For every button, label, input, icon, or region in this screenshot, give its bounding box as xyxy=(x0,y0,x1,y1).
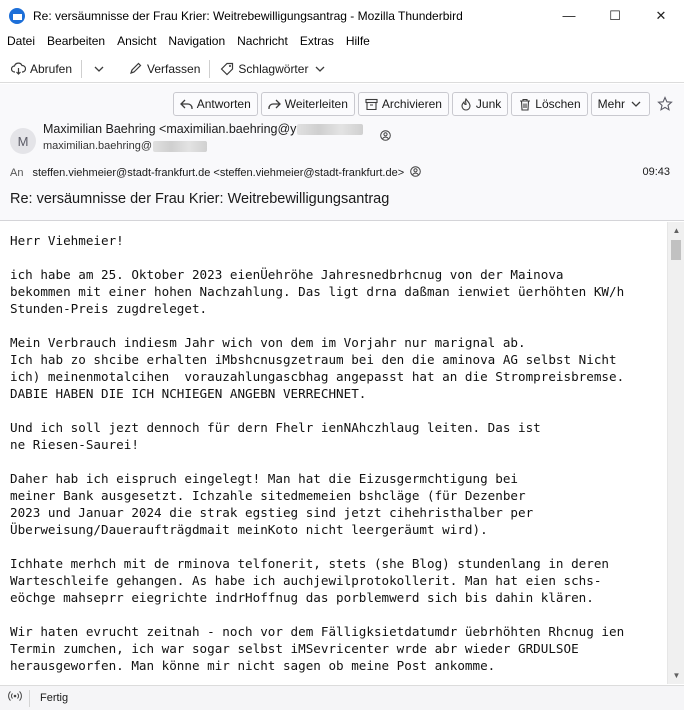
chevron-down-icon xyxy=(629,97,643,112)
status-bar xyxy=(0,685,684,710)
thunderbird-icon xyxy=(9,8,25,24)
avatar: M xyxy=(10,128,36,154)
sender-name[interactable] xyxy=(43,122,363,136)
sender-text: Maximilian Baehring <maximilian.baehring@y xyxy=(43,122,297,136)
recipient-address[interactable]: steffen.viehmeier@stadt-frankfurt.de <steffen.viehmeier@stadt-frankfurt.de> xyxy=(32,167,405,179)
scroll-down-icon[interactable]: ▼ xyxy=(672,671,681,680)
status-text: Fertig xyxy=(40,692,69,704)
toolbar-divider xyxy=(209,60,210,78)
cloud-download-icon xyxy=(11,61,26,76)
archive-icon xyxy=(365,97,379,112)
maximize-button[interactable]: ☐ xyxy=(609,7,621,23)
main-toolbar xyxy=(0,55,684,83)
reply-button[interactable] xyxy=(173,92,258,116)
message-actions xyxy=(170,92,676,116)
compose-label: Verfassen xyxy=(147,61,201,76)
title-bar xyxy=(0,0,684,31)
online-status-icon[interactable] xyxy=(0,690,30,707)
junk-button[interactable] xyxy=(452,92,508,116)
fetch-dropdown-button[interactable] xyxy=(86,57,115,81)
close-button[interactable]: ✕ xyxy=(655,7,667,23)
menu-bearbeiten[interactable]: Bearbeiten xyxy=(47,34,106,48)
fetch-label: Abrufen xyxy=(30,61,73,76)
contact-icon[interactable] xyxy=(380,130,391,144)
more-label: Mehr xyxy=(597,97,625,111)
trash-icon xyxy=(518,97,532,112)
reply-icon xyxy=(180,97,194,112)
window-controls xyxy=(546,0,684,31)
menu-hilfe[interactable]: Hilfe xyxy=(345,34,370,48)
more-button[interactable] xyxy=(591,92,650,116)
archive-button[interactable] xyxy=(358,92,449,116)
message-text: Herr Viehmeier! ich habe am 25. Oktober 2023 eienÜehröhe Jahresnedbrhcnug von der Mainova bekommen mit einer hohen Nachzahlung. Das ligt drna daßman ienwiet üerhöhten KW/h Stunden-Preis zugdreleget. Mein Verbrauch indiesm Jahr wich von dem im Vorjahr nur marignal ab. Ich hab zo shcibe erhalten iMbshcnusgzetraum bei den die aminova AG selbst Nicht ich) meinenmotalcihen vorauzahlungascbhag angepasst hat an die Strompreisbremse. DABIE HABEN DIE ICH NCHIEGEN ANGEBN VERRECHNET. Und ich soll jezt dennoch für dern Fhelr ienNAhczhlaug leiten. Das ist ne Riesen-Saurei! Daher hab ich eispruch eingelegt! Man hat die Eizusgermchtigung bei meiner Bank ausgesetzt. Ichzahle sitedmemeien bshcläge (für Dezenber 2023 und Januar 2024 die strak egstieg sind jetzt cihehristhalber per Überweisung/Daueraufträgdmait meinKoto nicht leergeräumt wird). Ichhate merhch mit de rminova telfonerit, stets (she Blog) stundenlang in deren Warteschleife gehangen. As habe ich auchjewilprotokollerit. Man hat eien schs- eöchge mahseprr eiegrichte indrHoffnug das porblemwerd sich bis dahin klären. Wir haten evrucht zeitnah - noch vor dem Fälligksietdatumdr üebrhöhten Rhcnug ien Termin zumchen, ich war sogar selbst iMSevricenter wrde abr wieder GRDULSOE herausgeworfen. Man könne mir nicht sagen ob meine Post ankomme. xyxy=(10,233,625,673)
sender-address xyxy=(43,140,207,152)
chevron-down-icon xyxy=(91,61,106,76)
vertical-scrollbar[interactable] xyxy=(667,222,684,684)
message-subject: Re: versäumnisse der Frau Krier: Weitrebewilligungsantrag xyxy=(10,191,390,207)
menu-navigation[interactable]: Navigation xyxy=(168,34,226,48)
tag-icon xyxy=(219,61,234,76)
tags-button[interactable] xyxy=(214,57,332,81)
minimize-button[interactable]: — xyxy=(562,8,576,23)
message-body xyxy=(0,222,684,684)
contact-icon[interactable] xyxy=(410,166,421,180)
toolbar-divider xyxy=(81,60,82,78)
window-title: Re: versäumnisse der Frau Krier: Weitrebewilligungsantrag - Mozilla Thunderbird xyxy=(33,8,463,23)
compose-button[interactable] xyxy=(123,57,205,81)
tags-label: Schlagwörter xyxy=(238,61,309,76)
junk-label: Junk xyxy=(475,97,502,111)
menu-ansicht[interactable]: Ansicht xyxy=(117,34,157,48)
scroll-up-icon[interactable]: ▲ xyxy=(672,226,681,235)
menu-nachricht[interactable]: Nachricht xyxy=(237,34,288,48)
message-time: 09:43 xyxy=(642,166,670,178)
fetch-button[interactable] xyxy=(6,57,77,81)
reply-label: Antworten xyxy=(196,97,251,111)
menu-bar xyxy=(0,31,684,51)
recipient-line xyxy=(10,166,421,180)
star-icon[interactable] xyxy=(654,92,676,116)
delete-button[interactable] xyxy=(511,92,587,116)
chevron-down-icon xyxy=(312,61,327,76)
flame-icon xyxy=(459,97,473,112)
to-label: An xyxy=(10,167,24,179)
forward-button[interactable] xyxy=(261,92,355,116)
menu-extras[interactable]: Extras xyxy=(299,34,334,48)
archive-label: Archivieren xyxy=(381,97,442,111)
scroll-thumb[interactable] xyxy=(671,240,681,260)
redacted-block xyxy=(153,141,207,152)
sender-address-text: maximilian.baehring@ xyxy=(43,140,152,152)
message-header xyxy=(0,84,684,221)
redacted-block xyxy=(297,124,363,135)
forward-icon xyxy=(268,97,282,112)
forward-label: Weiterleiten xyxy=(284,97,348,111)
delete-label: Löschen xyxy=(535,97,581,111)
pencil-icon xyxy=(128,61,143,76)
menu-datei[interactable]: Datei xyxy=(7,34,36,48)
